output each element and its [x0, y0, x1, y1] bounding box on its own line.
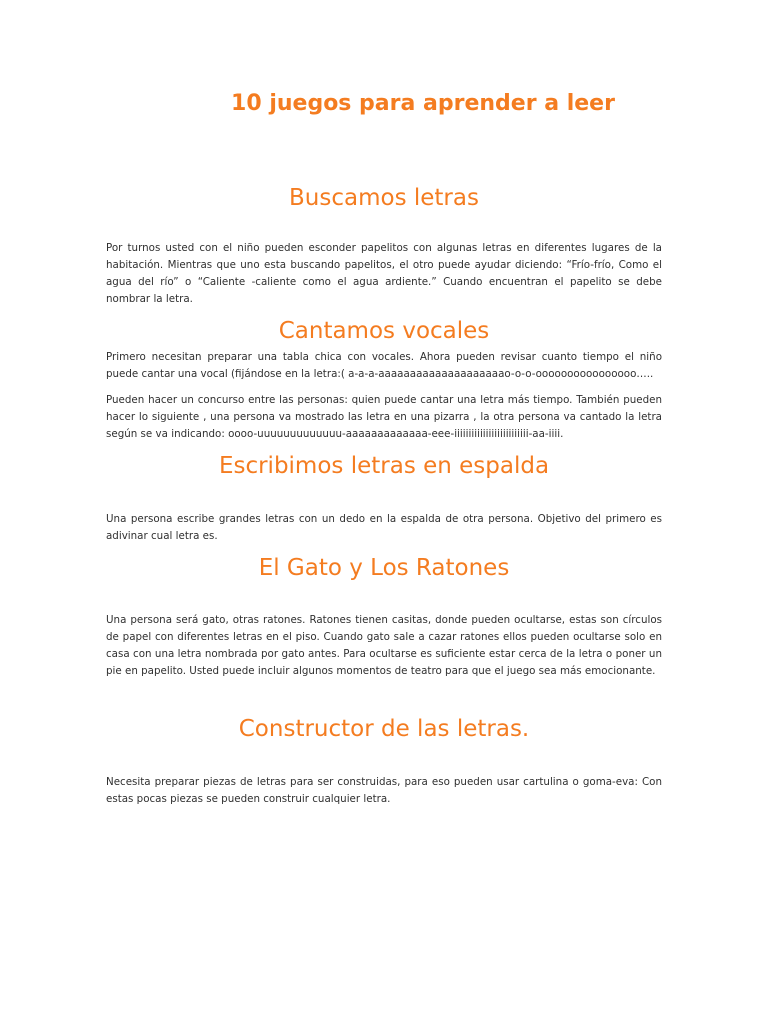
section-paragraph: Por turnos usted con el niño pueden esconder papelitos con algunas letras en diferentes lugares de la habitación. Mientras que uno esta buscando papelitos, el otro puede ayudar diciendo: “Frío-frío, Como el agua del río” o “Caliente -caliente como el agua ardiente.” Cuando encuentran el papelito se debe nombrar la letra.	[106, 242, 662, 305]
section-heading-escribimos-letras: Escribimos letras en espalda	[218, 453, 550, 479]
section-heading-constructor-de-las-letras: Constructor de las letras.	[238, 716, 530, 742]
document-title: 10 juegos para aprender a leer	[231, 91, 615, 116]
section-paragraph: Necesita preparar piezas de letras para ser construidas, para eso pueden usar cartulina o goma-eva: Con estas pocas piezas se pueden construir cualquier letra.	[106, 776, 662, 805]
section-paragraph: Primero necesitan preparar una tabla chica con vocales. Ahora pueden revisar cuanto tiempo el niño puede cantar una vocal (fijándose en la letra:( a-a-a-aaaaaaaaaaaaaaaaaaaao-o-o-oooooooooooooooo…..	[106, 351, 662, 380]
section-heading-el-gato-y-los-ratones: El Gato y Los Ratones	[258, 555, 510, 581]
section-paragraph: Pueden hacer un concurso entre las personas: quien puede cantar una letra más tiempo. También pueden hacer lo siguiente , una persona va mostrado las letra en una pizarra , la otra persona va cantado la letra según se va indicando: oooo-uuuuuuuuuuuuu-aaaaaaaaaaaaa-eee-iiiiiiiiiiiiiiiiiiiiiiiiii-aa-iiii.	[106, 394, 662, 440]
section-heading-cantamos-vocales: Cantamos vocales	[278, 318, 490, 344]
section-paragraph: Una persona será gato, otras ratones. Ratones tienen casitas, donde pueden ocultarse, estas son círculos de papel con diferentes letras en el piso. Cuando gato sale a cazar ratones ellos pueden ocultarse solo en casa con una letra nombrada por gato antes. Para ocultarse es suficiente estar cerca de la letra o poner un pie en papelito. Usted puede incluir algunos momentos de teatro para que el juego sea más emocionante.	[106, 614, 662, 677]
section-paragraph: Una persona escribe grandes letras con un dedo en la espalda de otra persona. Objetivo del primero es adivinar cual letra es.	[106, 513, 662, 542]
section-heading-buscamos-letras: Buscamos letras	[289, 185, 479, 211]
